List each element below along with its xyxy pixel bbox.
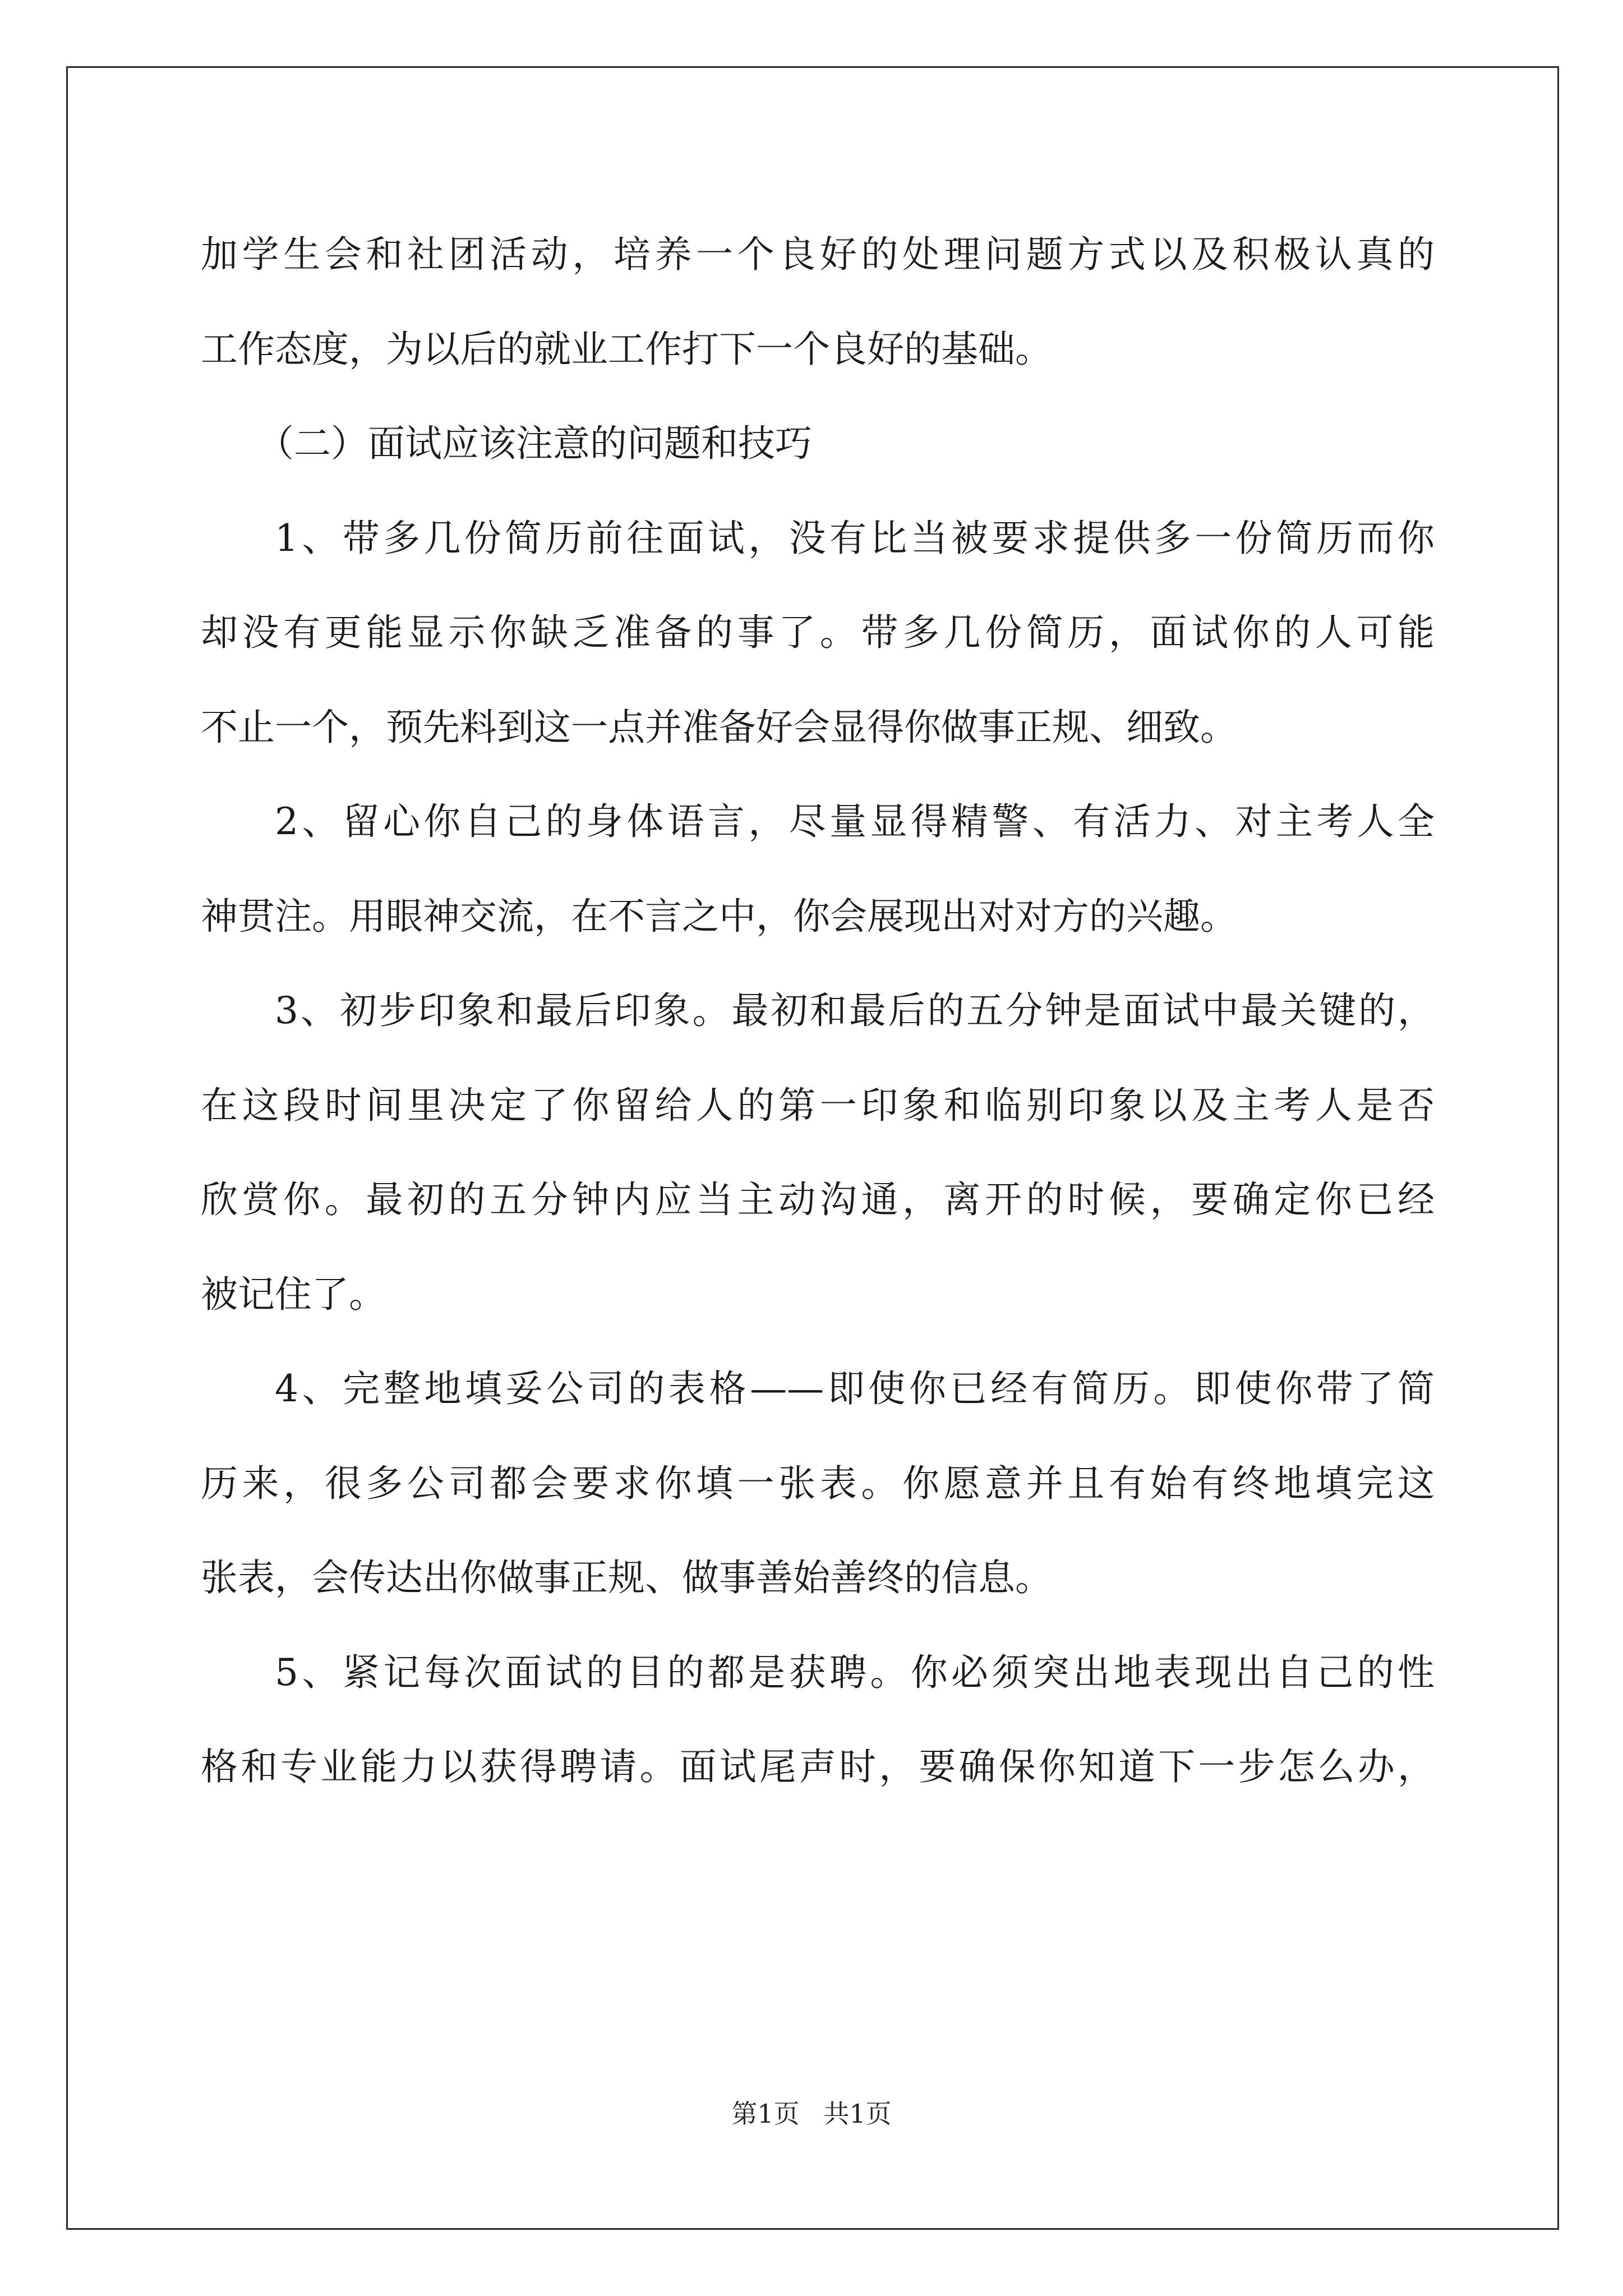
page-number-total: 共1页 [823, 2099, 892, 2129]
section-heading: （二）面试应该注意的问题和技巧 [257, 422, 812, 465]
paragraph-line: 不止一个，预先料到这一点并准备好会显得你做事正规、细致。 [201, 705, 1237, 749]
paragraph-line: 在这段时间里决定了你留给人的第一印象和临别印象以及主考人是否 [201, 1083, 1435, 1127]
paragraph-line: 2、留心你自己的身体语言，尽量显得精警、有活力、对主考人全 [275, 800, 1435, 843]
page-footer [0, 2093, 1623, 2131]
paragraph-line: 格和专业能力以获得聘请。面试尾声时，要确保你知道下一步怎么办， [201, 1745, 1435, 1788]
paragraph-line: 张表，会传达出你做事正规、做事善始善终的信息。 [201, 1556, 1052, 1599]
paragraph-line: 4、完整地填妥公司的表格——即使你已经有简历。即使你带了简 [275, 1367, 1435, 1410]
paragraph-line: 3、初步印象和最后印象。最初和最后的五分钟是面试中最关键的， [275, 989, 1435, 1032]
page-number-current: 第1页 [731, 2099, 800, 2129]
paragraph-line: 工作态度，为以后的就业工作打下一个良好的基础。 [201, 327, 1052, 371]
paragraph-line: 却没有更能显示你缺乏准备的事了。带多几份简历，面试你的人可能 [201, 611, 1435, 654]
paragraph-line: 历来，很多公司都会要求你填一张表。你愿意并且有始有终地填完这 [201, 1461, 1435, 1505]
paragraph-line: 被记住了。 [201, 1272, 386, 1316]
paragraph-line: 1、带多几份简历前往面试，没有比当被要求提供多一份简历而你 [275, 516, 1435, 560]
document-body [201, 208, 1435, 1815]
paragraph-line: 5、紧记每次面试的目的都是获聘。你必须突出地表现出自己的性 [275, 1650, 1435, 1694]
paragraph-line: 神贯注。用眼神交流，在不言之中，你会展现出对对方的兴趣。 [201, 894, 1237, 938]
paragraph-line: 欣赏你。最初的五分钟内应当主动沟通，离开的时候，要确定你已经 [201, 1178, 1435, 1221]
paragraph-line: 加学生会和社团活动，培养一个良好的处理问题方式以及积极认真的 [201, 233, 1435, 276]
